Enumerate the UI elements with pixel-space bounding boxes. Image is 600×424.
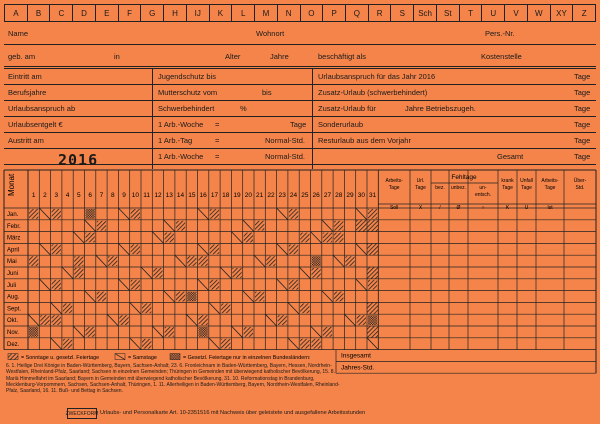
saturday-cell [73, 232, 84, 244]
alphabet-letter: Q [345, 5, 368, 21]
summary-col-header: Std. [575, 185, 585, 191]
summary-col-header: Tage [415, 185, 426, 191]
legend-sunday-swatch [8, 354, 18, 360]
alphabet-letter: O [300, 5, 323, 21]
month-label: April [7, 247, 20, 254]
wohnort-label: Wohnort [256, 29, 285, 38]
day-number: 13 [165, 192, 173, 199]
saturday-cell [265, 314, 276, 326]
day-number: 25 [301, 192, 309, 199]
day-number: 1 [31, 192, 36, 199]
left-row-label: Urlaubsentgelt € [8, 120, 63, 129]
saturday-cell [85, 220, 96, 232]
year: 2016 [58, 151, 99, 169]
summary-col-symbol: ○ [481, 205, 485, 211]
sunday-cell [357, 315, 366, 325]
summary-col-header: unbez. [450, 185, 467, 191]
summary-col-header: Tage [521, 185, 532, 191]
saturday-cell [85, 291, 96, 303]
sunday-cell [165, 233, 174, 243]
day-number: 7 [99, 192, 104, 199]
sunday-cell [312, 339, 321, 349]
beschaeftigt-label: beschäftigt als [318, 52, 366, 61]
sunday-cell [266, 256, 275, 266]
alphabet-letter: T [459, 5, 482, 21]
invalid-day-cell [367, 326, 378, 338]
month-label: Febr. [7, 223, 21, 230]
alphabet-letter: XY [550, 5, 573, 21]
sunday-cell [176, 292, 185, 302]
sunday-cell [221, 339, 230, 349]
kostenstelle-label: Kostenstelle [481, 52, 522, 61]
sunday-cell [142, 339, 151, 349]
sunday-cell [142, 303, 151, 313]
sunday-cell [63, 339, 72, 349]
legend-saturday-diag [115, 354, 125, 360]
summary-col-header: Arbeits- [541, 178, 559, 184]
saturday-cell [107, 314, 118, 326]
mid-row-mid: = [215, 152, 220, 161]
right-row-mid: Gesamt [497, 152, 524, 161]
alphabet-letter: W [527, 5, 550, 21]
alphabet-letter: N [277, 5, 300, 21]
saturday-cell [152, 326, 163, 338]
saturday-cell [130, 302, 141, 314]
sunday-cell [221, 303, 230, 313]
day-number: 18 [222, 192, 230, 199]
sunday-cell [244, 233, 253, 243]
left-row-label: Austritt am [8, 136, 44, 145]
sunday-cell [199, 256, 208, 266]
mid-row-unit: Normal-Std. [265, 152, 306, 161]
month-label: Sept. [7, 306, 22, 313]
day-number: 17 [210, 192, 219, 199]
sunday-cell [334, 292, 343, 302]
month-label: Nov. [7, 330, 19, 336]
day-number: 28 [335, 192, 343, 199]
month-label: Juli [7, 282, 17, 289]
sunday-cell [368, 280, 377, 290]
summary-col-header: Tage [544, 185, 556, 191]
sunday-cell [278, 315, 287, 325]
saturday-cell [51, 338, 62, 350]
sunday-cell [52, 315, 61, 325]
sunday-cell [368, 209, 377, 219]
sunday-cell [165, 327, 174, 337]
summary-col-header: Unfall [520, 178, 533, 184]
saturday-cell [254, 255, 265, 267]
saturday-cell [96, 255, 107, 267]
regional-holiday-cell [199, 327, 208, 337]
saturday-cell [311, 326, 322, 338]
sunday-cell [187, 256, 196, 266]
summary-col-symbol: Ist [547, 205, 553, 211]
saturday-cell [277, 208, 288, 220]
saturday-cell [356, 208, 367, 220]
legend-regional-text: = Gesetzl. Feiertage nur in einzelnen Bundesländern: [183, 355, 311, 362]
alphabet-letter: G [140, 5, 163, 21]
invalid-day-cell [356, 220, 367, 232]
saturday-cell [39, 279, 50, 291]
mid-row-label: Mutterschutz vom [158, 88, 218, 97]
day-number: 21 [256, 192, 264, 199]
mid-row-label: 1 Arb.-Woche [158, 120, 204, 129]
day-number: 14 [176, 192, 185, 199]
regional-holiday-cell [368, 315, 377, 325]
summary-col-symbol: U [524, 205, 529, 211]
summary-col-symbol: Soll [389, 205, 399, 211]
month-label: Juni [7, 271, 19, 277]
right-row-mid: Jahre Betriebszugeh. [405, 104, 476, 113]
saturday-cell [220, 267, 231, 279]
day-number: 31 [369, 192, 377, 199]
saturday-cell [118, 243, 129, 255]
persnr-label: Pers.-Nr. [485, 29, 515, 38]
sunday-cell [199, 315, 208, 325]
gebam-label: geb. am [8, 52, 36, 61]
day-number: 24 [289, 192, 298, 199]
sunday-cell [40, 315, 49, 325]
saturday-cell [367, 338, 378, 350]
sunday-cell [29, 256, 38, 266]
saturday-cell [62, 267, 73, 279]
saturday-cell [164, 291, 175, 303]
sunday-cell [323, 327, 332, 337]
invalid-day-cell [367, 243, 378, 255]
day-number: 26 [312, 192, 320, 199]
saturday-cell [231, 326, 242, 338]
insgesamt-label: Insgesamt [341, 352, 371, 360]
day-number: 11 [143, 192, 151, 199]
sunday-cell [345, 256, 354, 266]
day-number: 29 [346, 192, 354, 199]
regional-holiday-cell [187, 292, 196, 302]
alphabet-letter: P [322, 5, 345, 21]
right-row-unit: Tage [574, 136, 591, 145]
day-number: 20 [244, 192, 252, 199]
sunday-cell [289, 244, 298, 254]
alphabet-letter: D [72, 5, 95, 21]
invalid-day-cell [367, 267, 378, 279]
regional-holiday-cell [312, 256, 321, 266]
day-number: 8 [110, 192, 115, 199]
day-number: 27 [323, 192, 332, 199]
sunday-cell [74, 268, 83, 278]
left-row-label: Berufsjahre [8, 88, 47, 97]
summary-col-symbol: / [439, 205, 441, 211]
sunday-cell [74, 256, 83, 266]
alphabet-letter: L [231, 5, 254, 21]
alphabet-letter: S [390, 5, 413, 21]
invalid-day-cell [367, 220, 378, 232]
alphabet-letter: R [368, 5, 391, 21]
saturday-cell [311, 232, 322, 244]
regional-holiday-cell [29, 327, 38, 337]
day-number: 2 [43, 192, 47, 199]
saturday-cell [277, 243, 288, 255]
sunday-cell [119, 315, 128, 325]
right-row-unit: Tage [574, 72, 591, 81]
summary-col-header: un- [479, 185, 487, 191]
sunday-cell [131, 244, 140, 254]
summary-col-header: Über- [573, 178, 587, 184]
mid-row-label: 1 Arb.-Woche [158, 152, 204, 161]
sunday-cell [63, 303, 72, 313]
sunday-cell [210, 244, 219, 254]
right-row-label: Zusatz-Urlaub für [318, 104, 376, 113]
day-number: 12 [154, 192, 162, 199]
summary-col-symbol: K [505, 205, 510, 211]
sunday-cell [300, 303, 309, 313]
sunday-cell [300, 233, 309, 243]
alphabet-letter: K [209, 5, 232, 21]
left-row-label: Urlaubsanspruch ab [8, 104, 76, 113]
sunday-cell [108, 256, 117, 266]
sunday-cell [210, 209, 219, 219]
right-row-label: Resturlaub aus dem Vorjahr [318, 136, 411, 145]
mid-row-mid: % [240, 104, 247, 113]
saturday-cell [322, 220, 333, 232]
sunday-cell [312, 268, 321, 278]
summary-col-symbol: X [418, 205, 423, 211]
right-row-label: Zusatz-Urlaub (schwerbehindert) [318, 88, 428, 97]
regional-holiday-cell [86, 209, 95, 219]
saturday-cell [73, 326, 84, 338]
sunday-cell [334, 221, 343, 231]
alphabet-letter: H [163, 5, 186, 21]
sunday-cell [289, 209, 298, 219]
day-number: 5 [77, 192, 81, 199]
monat-label: Monat [7, 173, 16, 196]
sunday-cell [323, 233, 332, 243]
saturday-cell [152, 232, 163, 244]
legend-saturday-text: = Samstage [128, 355, 157, 362]
sunday-cell [97, 292, 106, 302]
sunday-cell [153, 268, 162, 278]
alphabet-letter: Sch [413, 5, 436, 21]
sunday-cell [176, 221, 185, 231]
saturday-cell [198, 208, 209, 220]
mid-row-mid: = [215, 120, 220, 129]
alphabet-letter: B [27, 5, 50, 21]
jahres-std-label: Jahres-Std. [341, 364, 375, 372]
mid-row-label: Schwerbehindert [158, 104, 215, 113]
sunday-cell [255, 292, 264, 302]
month-label: Aug. [7, 294, 20, 301]
summary-col-header: Url. [416, 178, 425, 184]
sunday-cell [131, 280, 140, 290]
alphabet-letter: A [4, 5, 27, 21]
sunday-cell [52, 244, 61, 254]
summary-col-header: Tage [388, 185, 400, 191]
saturday-cell [118, 279, 129, 291]
brand-logo: ZWECKFORM [67, 408, 97, 419]
sunday-cell [97, 221, 106, 231]
day-number: 16 [199, 192, 207, 199]
day-number: 15 [188, 192, 196, 199]
fehltage-label: Fehltage [451, 174, 477, 181]
day-number: 4 [65, 192, 70, 199]
month-label: Mai [7, 259, 17, 266]
saturday-cell [209, 302, 220, 314]
day-number: 3 [54, 192, 59, 199]
jahre-label: Jahre [270, 52, 289, 61]
summary-col-header: krank [501, 178, 514, 184]
day-number: 22 [267, 192, 275, 199]
right-row-unit: Tage [574, 104, 591, 113]
day-number: 23 [278, 192, 286, 199]
mid-row-mid: = [215, 136, 220, 145]
invalid-day-cell [367, 302, 378, 314]
saturday-cell [130, 338, 141, 350]
summary-col-header: entsch. [474, 192, 492, 198]
sunday-cell [300, 339, 309, 349]
saturday-cell [118, 208, 129, 220]
sunday-cell [86, 233, 95, 243]
sunday-cell [29, 209, 38, 219]
in-label: in [114, 52, 120, 61]
alphabet-letter: V [504, 5, 527, 21]
month-label: Jan. [7, 212, 19, 218]
saturday-cell [333, 255, 344, 267]
sunday-cell [255, 221, 264, 231]
mid-row-label: Jugendschutz bis [158, 72, 216, 81]
sunday-cell [52, 209, 61, 219]
saturday-cell [243, 291, 254, 303]
name-label: Name [8, 29, 29, 38]
alphabet-letter: St [436, 5, 459, 21]
right-row-label: Urlaubsanspruch für das Jahr 2016 [318, 72, 436, 81]
mid-row-unit: Normal-Std. [265, 136, 306, 145]
sunday-cell [232, 268, 241, 278]
alphabet-letter: IJ [186, 5, 209, 21]
day-number: 10 [131, 192, 139, 199]
summary-col-header: Tage [502, 185, 513, 191]
sunday-cell [131, 209, 140, 219]
sunday-cell [210, 280, 219, 290]
alphabet-letter: U [481, 5, 504, 21]
day-number: 6 [88, 192, 92, 199]
saturday-cell [39, 243, 50, 255]
saturday-cell [198, 243, 209, 255]
sunday-cell [289, 280, 298, 290]
month-label: Dez. [7, 341, 20, 348]
day-number: 30 [357, 192, 365, 199]
alphabet-letter: Z [572, 5, 596, 21]
mid-row-mid: bis [262, 88, 272, 97]
saturday-cell [288, 302, 299, 314]
day-number: 9 [122, 192, 126, 199]
footer-text: Urlaubs- und Personalkarte Art. 10-2351516 mit Nachweis über geleistete und ausgefallene Arbeitsstunden [100, 410, 366, 416]
sunday-cell [244, 327, 253, 337]
alphabet-letter: M [254, 5, 277, 21]
left-row-label: Eintritt am [8, 72, 42, 81]
saturday-cell [164, 220, 175, 232]
saturday-cell [288, 338, 299, 350]
saturday-cell [175, 255, 186, 267]
alphabet-letter: E [95, 5, 118, 21]
sunday-cell [86, 327, 95, 337]
right-row-unit: Tage [574, 120, 591, 129]
mid-row-label: 1 Arb.-Tag [158, 136, 193, 145]
saturday-cell [344, 314, 355, 326]
saturday-cell [39, 208, 50, 220]
saturday-cell [209, 338, 220, 350]
legend-sunday-text: = Sonntage u. gesetzl. Feiertage [21, 355, 100, 362]
month-label: März [7, 235, 21, 242]
right-row-unit: Tage [574, 88, 591, 97]
saturday-cell [356, 243, 367, 255]
holiday-note: 6. 1. Heilige Drei Könige in Baden-Württemberg, Bayern, Sachsen-Anhalt; 23. 6. Fronleichnam in Baden-Württemberg, Bayern, Hessen, Nordrhein-Westfalen, Rheinland-Pfalz, Saarland; Sachsen in einzelnen Gemeinden; Thüringen in Gemeinden mit überwiegend katholischer Bevölkerung, 15. 8. Mariä Himmelfahrt im Saarland; Bayern in Gemeinden mit überwiegend katholischer Bevölkerung, 31. 10. Reformationstag in Brandenburg, Mecklenburg-Vorpommern, Sachsen, Sachsen-Anhalt, Thüringen, 1. 11. Allerheiligen in Baden-Württemberg, Bayern, Nordrhein-Westfalen, Rheinland-Pfalz, Saarland, 16. 11. Buß- und Bettag in Sachsen. [6, 363, 340, 395]
saturday-cell [322, 291, 333, 303]
day-number: 19 [233, 192, 241, 199]
saturday-cell [243, 220, 254, 232]
saturday-cell [356, 279, 367, 291]
summary-col-header: Arbeits- [385, 178, 403, 184]
saturday-cell [299, 267, 310, 279]
summary-col-header: bez. [435, 185, 445, 191]
saturday-cell [186, 314, 197, 326]
saturday-cell [198, 279, 209, 291]
saturday-cell [231, 232, 242, 244]
saturday-cell [141, 267, 152, 279]
month-label: Okt. [7, 318, 19, 325]
alter-label: Alter [225, 52, 241, 61]
legend-regional-swatch [170, 354, 180, 360]
mid-row-unit: Tage [290, 120, 307, 129]
saturday-cell [51, 302, 62, 314]
summary-col-symbol: Ø [456, 205, 461, 211]
alphabet-letter: C [49, 5, 72, 21]
sunday-cell [52, 280, 61, 290]
alphabet-letter: F [118, 5, 141, 21]
sunday-cell [334, 233, 343, 243]
saturday-cell [28, 314, 39, 326]
saturday-cell [277, 279, 288, 291]
right-row-unit: Tage [574, 152, 591, 161]
right-row-label: Sonderurlaub [318, 120, 364, 129]
